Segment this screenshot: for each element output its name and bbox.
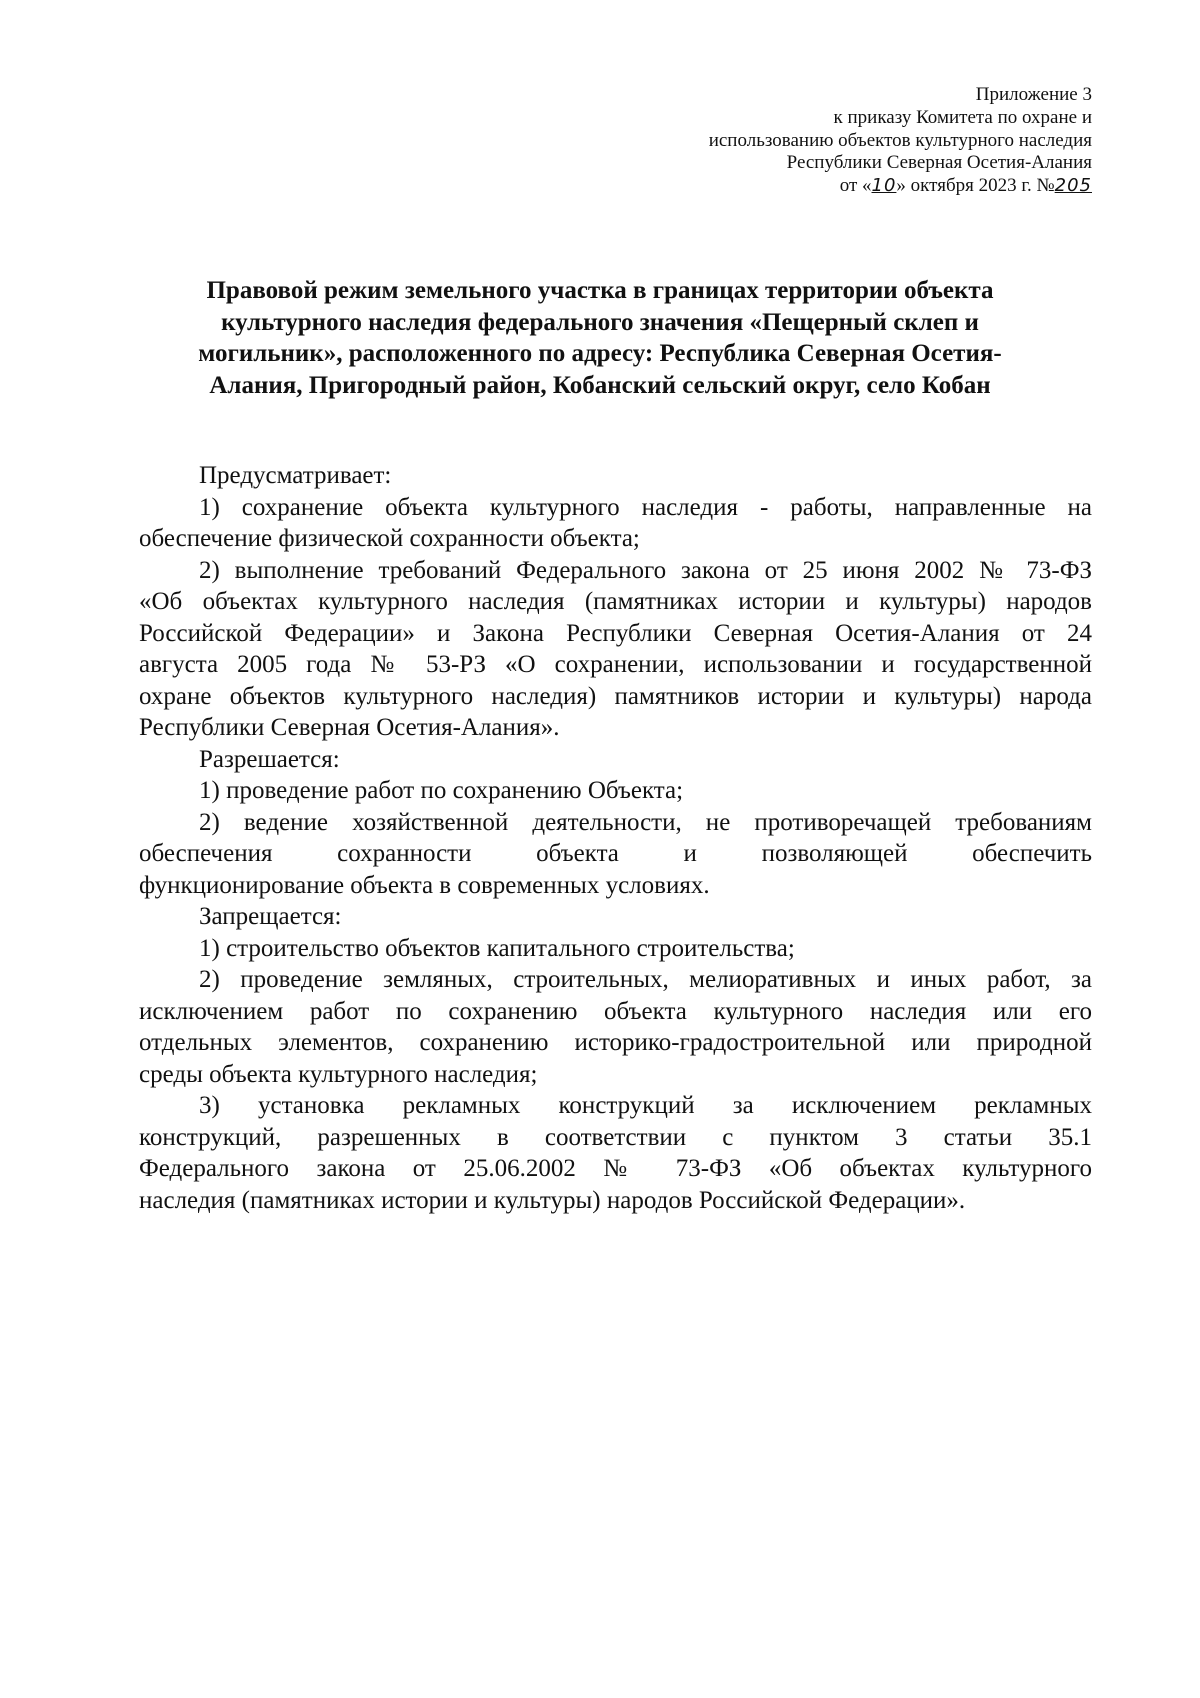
provides-item-1: 1) сохранение объекта культурного наследия - работы, направленные на [199, 493, 1092, 521]
order-number-handwritten: 205 [1054, 175, 1092, 197]
forbidden-item-3-cont: Федерального закона от 25.06.2002 № 73-ФЗ «Об объектах культурного [139, 1155, 1092, 1182]
forbidden-item-3-cont: наследия (памятниках истории и культуры) народов Российской Федерации». [139, 1186, 966, 1214]
allowed-item-2-cont: функционирование объекта в современных условиях. [139, 871, 710, 899]
forbidden-item-2: 2) проведение земляных, строительных, мелиоративных и иных работ, за [199, 966, 1092, 993]
forbidden-item-2-cont: отдельных элементов, сохранению историко-градостроительной или природной [139, 1029, 1092, 1056]
provides-item-2-cont: Российской Федерации» и Закона Республики Северная Осетия-Алания от 24 [139, 619, 1092, 647]
forbidden-item-2-cont: среды объекта культурного наследия; [139, 1060, 538, 1088]
appendix-header [532, 84, 1092, 198]
forbidden-label: Запрещается: [199, 903, 342, 930]
title-line: культурного наследия федерального значения «Пещерный склеп и [221, 308, 979, 336]
forbidden-item-3: 3) установка рекламных конструкций за исключением рекламных [199, 1092, 1092, 1119]
document-body [139, 460, 1092, 1216]
allowed-item-2: 2) ведение хозяйственной деятельности, не противоречащей требованиям [199, 808, 1092, 836]
title-line: Правовой режим земельного участка в границах территории объекта [206, 277, 994, 304]
forbidden-item-1: 1) строительство объектов капитального строительства; [199, 934, 795, 962]
forbidden-item-2-cont: исключением работ по сохранению объекта культурного наследия или его [139, 997, 1092, 1025]
appendix-order-ref: к приказу Комитета по охране и [833, 106, 1092, 128]
provides-item-2-cont: «Об объектах культурного наследия (памятниках истории и культуры) народов [139, 588, 1092, 615]
date-prefix: от « [839, 175, 872, 197]
appendix-number: Приложение 3 [975, 84, 1092, 105]
document-title [130, 275, 1070, 401]
appendix-date-line [532, 175, 1092, 198]
provides-label: Предусматривает: [199, 462, 392, 489]
title-line: Алания, Пригородный район, Кобанский сельский округ, село Кобан [209, 371, 991, 399]
allowed-label: Разрешается: [199, 745, 340, 773]
appendix-committee: использованию объектов культурного наследия [708, 129, 1092, 151]
provides-item-2: 2) выполнение требований Федерального закона от 25 июня 2002 № 73-ФЗ [199, 556, 1092, 584]
provides-item-2-cont: августа 2005 года № 53-РЗ «О сохранении, использовании и государственной [139, 651, 1092, 678]
provides-item-2-cont: Республики Северная Осетия-Алания». [139, 714, 560, 741]
date-month-year: » октября 2023 г. № [896, 175, 1055, 197]
date-day-handwritten: 10 [871, 175, 897, 197]
provides-item-2-cont: охране объектов культурного наследия) памятников истории и культуры) народа [139, 682, 1092, 710]
provides-item-1-cont: обеспечение физической сохранности объекта; [139, 525, 640, 552]
forbidden-item-3-cont: конструкций, разрешенных в соответствии с пунктом 3 статьи 35.1 [139, 1123, 1092, 1151]
title-line: могильник», расположенного по адресу: Республика Северная Осетия- [198, 340, 1002, 367]
appendix-republic: Республики Северная Осетия-Алания [786, 152, 1092, 174]
allowed-item-1: 1) проведение работ по сохранению Объекта; [199, 777, 684, 804]
allowed-item-2-cont: обеспечения сохранности объекта и позволяющей обеспечить [139, 840, 1092, 867]
